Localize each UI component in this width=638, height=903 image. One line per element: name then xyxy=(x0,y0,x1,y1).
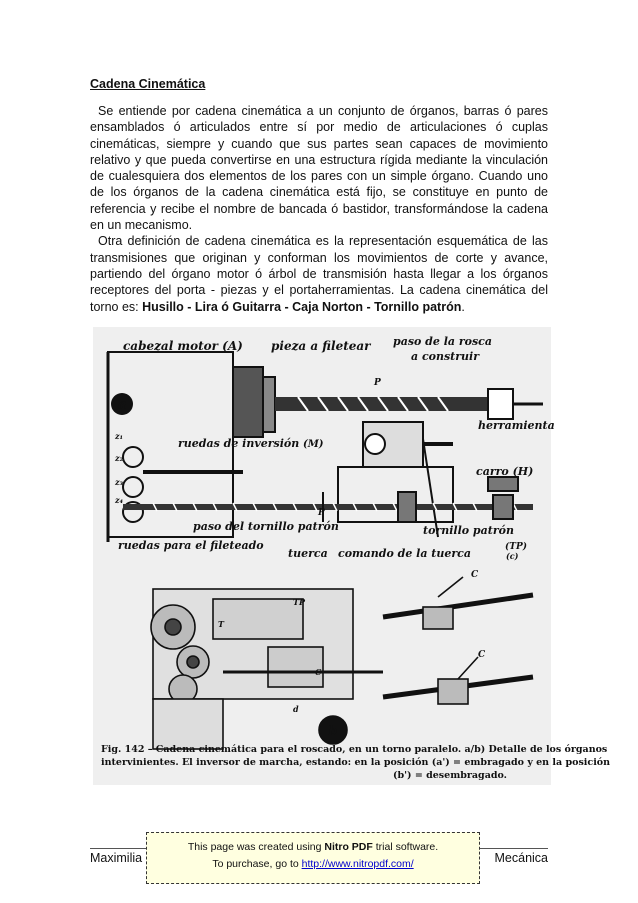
nitro-line-1-post: trial software. xyxy=(372,841,439,853)
label-ruedas-fileteado: ruedas para el fileteado xyxy=(118,539,264,552)
nitro-line-2-pre: To purchase, go to xyxy=(212,858,302,870)
mark-c-top: C xyxy=(471,570,479,580)
lathe-diagram xyxy=(93,327,611,785)
mark-p-bottom: P xyxy=(318,508,325,518)
label-z4: z₄ xyxy=(115,495,124,505)
label-tornillo-patron: tornillo patrón xyxy=(423,524,514,537)
paragraph-1: Se entiende por cadena cinemática a un conjunto de órganos, barras ó pares ensamblados ó articulados entre sí por medio de articulaciones ó cuplas cinemáticas, siempre y cuando que sus partes sean capaces de movimiento relativo y que pueda convertirse en una estructura rígida mediante la vinculación de cualesquiera dos elementos de los pares con un simple órgano. Cuando uno de los órganos de la cadena cinemática está fijo, se constituye en punto de referencia y recibe el nombre de bancada ó bastidor, transformándose la cadena en un mecanismo. xyxy=(90,104,548,233)
nitro-line-1 xyxy=(147,839,479,856)
mark-c-bottom: C xyxy=(478,650,486,660)
body-text xyxy=(90,103,548,315)
label-z3: z₃ xyxy=(115,477,124,487)
label-paso-rosca-1: paso de la rosca xyxy=(393,335,492,348)
paragraph-2-text: Otra definición de cadena cinemática es la representación esquemática de las transmisiones que originan y conforman los movimientos de corte y avance, partiendo del órgano motor ó árbol de transmisión hasta llegar a los órganos receptores del porta - piezas y el portaherramientas. La cadena cinemática del torno es: xyxy=(90,234,548,314)
label-tp-paren: (TP) xyxy=(505,542,527,552)
label-paso-tornillo: paso del tornillo patrón xyxy=(193,520,339,533)
mark-t: T xyxy=(218,619,224,629)
label-cabezal: cabezal motor (A) xyxy=(123,339,243,353)
label-pieza: pieza a filetear xyxy=(271,339,371,353)
footer-author: Maximilia xyxy=(90,851,143,865)
section-title: Cadena Cinemática xyxy=(90,77,206,91)
lathe-kinematic-figure xyxy=(93,327,611,785)
nitro-brand: Nitro PDF xyxy=(324,841,373,853)
paragraph-2-end: . xyxy=(461,299,465,314)
label-herramienta: herramienta xyxy=(478,419,555,432)
label-ruedas-inversion: ruedas de inversión xyxy=(178,437,300,450)
label-carro: carro (H) xyxy=(476,465,534,478)
caption-line-1: Fig. 142 – Cadena cinemática para el roscado, en un torno paralelo. a/b) Detalle de los órganos xyxy=(101,744,608,755)
footer-subject: Mecánica xyxy=(494,851,548,865)
mark-b: b xyxy=(328,724,338,739)
label-z2: z₂ xyxy=(115,453,124,463)
label-c-paren: (c) xyxy=(506,551,519,561)
nitro-link[interactable]: http://www.nitropdf.com/ xyxy=(301,858,414,870)
label-paso-rosca-2: a construir xyxy=(411,350,480,363)
mark-a: a xyxy=(117,397,127,413)
caption-line-3: (b') = desembragado. xyxy=(393,770,507,781)
mark-c-left: C xyxy=(315,667,322,677)
paragraph-2-bold: Husillo - Lira ó Guitarra - Caja Norton - Tornillo patrón xyxy=(142,299,462,314)
paragraph-2 xyxy=(90,233,548,314)
nitro-line-1-pre: This page was created using xyxy=(187,841,325,853)
label-z1: z₁ xyxy=(115,431,124,441)
label-tuerca: tuerca xyxy=(288,547,328,560)
label-comando: comando de la tuerca xyxy=(338,547,472,560)
mark-tp: TP xyxy=(293,597,305,607)
mark-d: d xyxy=(293,704,299,714)
caption-line-2: intervinientes. El inversor de marcha, estando: en la posición (a') = embragado y en la posición xyxy=(101,757,611,768)
nitro-line-2 xyxy=(147,856,479,873)
mark-p-top: P xyxy=(374,378,381,388)
nitro-trial-banner xyxy=(146,832,480,884)
label-m: (M) xyxy=(303,439,324,450)
